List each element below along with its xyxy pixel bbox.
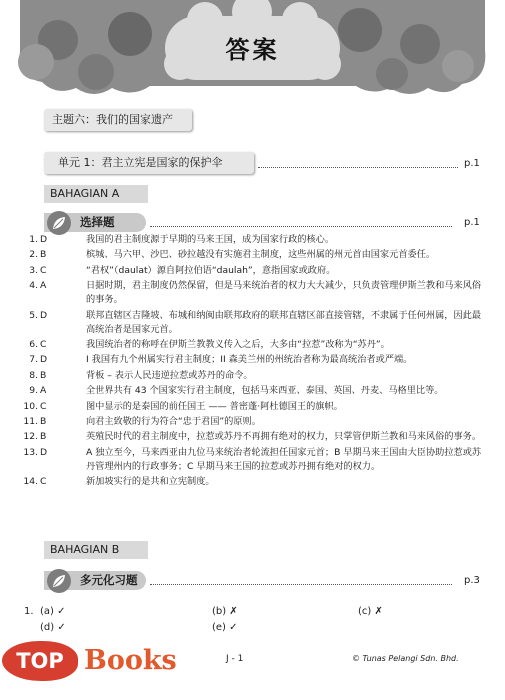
- section-b-label: BAHAGIAN B: [44, 541, 148, 559]
- publisher-credit: © Tunas Pelangi Sdn. Bhd.: [352, 654, 459, 663]
- answer-letter: B: [40, 249, 47, 261]
- page-number: J - 1: [226, 654, 244, 664]
- answer-item: [20, 415, 490, 429]
- topbooks-logo: [2, 637, 192, 683]
- answer-letter: C: [40, 338, 47, 350]
- answer-item: [20, 369, 490, 383]
- answer-item: [20, 400, 490, 414]
- section-a-subheading-row: [44, 213, 484, 233]
- unit-page-ref: p.1: [464, 158, 480, 169]
- mc-item-label: (c): [358, 606, 372, 617]
- answer-item: [20, 264, 490, 278]
- section-b-page-ref: p.3: [464, 575, 480, 586]
- answer-letter: B: [40, 415, 47, 427]
- answer-number: 5.: [29, 309, 38, 321]
- answer-letter: A: [40, 280, 47, 292]
- answer-item: [20, 309, 490, 337]
- mc-item-label: (e): [212, 622, 226, 633]
- answer-item: [20, 338, 490, 352]
- question-number: 1.: [24, 606, 34, 617]
- dotted-leader: [150, 226, 452, 227]
- answer-explanation: 图中显示的是泰国的前任国王 —— 普密蓬·阿杜德国王的旗帜。: [86, 400, 343, 412]
- logo-badge: TOP: [2, 641, 78, 681]
- answer-item: [20, 353, 490, 367]
- answer-item: [20, 233, 490, 247]
- answer-letter: B: [40, 369, 47, 381]
- answer-number: 4.: [29, 280, 38, 292]
- unit-heading: 单元 1：君主立宪是国家的保护伞: [44, 152, 254, 174]
- unit-heading-row: [44, 152, 484, 176]
- check-mark: ✓: [57, 606, 66, 617]
- answer-number: 12.: [23, 431, 38, 443]
- answer-number: 9.: [29, 385, 38, 397]
- answer-number: 7.: [29, 354, 38, 366]
- mc-item-e: [212, 622, 238, 633]
- answer-letter: D: [40, 354, 48, 366]
- answer-item: [20, 475, 490, 489]
- answer-explanation: 全世界共有 43 个国家实行君主制度，包括马来西亚、泰国、英国、丹麦、马格里比等。: [86, 385, 444, 397]
- section-b-subheading: 多元化习题: [44, 571, 146, 590]
- leaf-icon: [46, 568, 72, 594]
- answer-list: [20, 233, 490, 490]
- mc-item-a: [40, 606, 66, 617]
- answer-explanation: 联邦直辖区吉隆坡、布城和纳闽由联邦政府的联邦直辖区部直接管辖，不隶属于任何州属，因此最高统治者是国家元首。: [86, 309, 482, 335]
- mc-item-b: [212, 606, 238, 617]
- answer-item: [20, 446, 490, 474]
- answer-explanation: “君权”（daulat）源自阿拉伯语“daulah”，意指国家或政府。: [86, 264, 336, 276]
- answer-number: 2.: [29, 249, 38, 261]
- answer-explanation: 向君主致敬的行为符合“忠于君国”的原则。: [86, 415, 261, 427]
- answer-explanation: 日据时期，君主制度仍然保留，但是马来统治者的权力大大减少，只负责管理伊斯兰教和马来风俗的事务。: [86, 280, 482, 306]
- mc-item-label: (b): [212, 606, 227, 617]
- answer-item: [20, 248, 490, 262]
- answer-letter: C: [40, 476, 47, 488]
- answer-explanation: 我国统治者的称呼在伊斯兰教教义传入之后，大多由“拉惹”改称为“苏丹”。: [86, 338, 390, 350]
- answer-item: [20, 279, 490, 307]
- logo-word: Books: [84, 645, 177, 676]
- answer-letter: D: [40, 309, 48, 321]
- section-a-subheading: 选择题: [44, 213, 146, 232]
- mc-item-c: [358, 606, 383, 617]
- answer-letter: D: [40, 234, 48, 245]
- answer-number: 14.: [23, 476, 38, 488]
- answer-letter: B: [40, 431, 47, 443]
- section-b-subheading-row: [44, 571, 484, 591]
- answer-letter: C: [40, 264, 47, 276]
- answer-explanation: 英殖民时代的君主制度中，拉惹或苏丹不再拥有绝对的权力，只掌管伊斯兰教和马来风俗的事务。: [86, 431, 482, 443]
- dotted-leader: [150, 584, 452, 585]
- answer-explanation: I 我国有九个州属实行君主制度；II 森美兰州的州统治者称为最高统治者或严端。: [86, 354, 413, 366]
- section-a-page-ref: p.1: [464, 217, 480, 228]
- answer-number: 10.: [23, 400, 38, 412]
- answer-number: 3.: [29, 264, 38, 276]
- check-mark: ✓: [57, 622, 66, 633]
- theme-heading: 主题六：我们的国家遗产: [44, 109, 192, 131]
- page-title: 答案: [225, 36, 280, 64]
- check-mark: ✓: [229, 622, 238, 633]
- cross-mark: ✗: [229, 606, 238, 617]
- answer-explanation: 我国的君主制度源于早期的马来王国，成为国家行政的核心。: [86, 234, 335, 245]
- cross-mark: ✗: [374, 606, 383, 617]
- answer-number: 11.: [23, 415, 38, 427]
- answer-letter: D: [40, 446, 48, 458]
- mc-item-label: (a): [40, 606, 54, 617]
- section-a-label: BAHAGIAN A: [44, 185, 148, 203]
- answer-number: 13.: [23, 446, 38, 458]
- answer-explanation: 槟城、马六甲、沙巴、砂拉越没有实施君主制度，这些州属的州元首由国家元首委任。: [86, 249, 436, 261]
- answer-item: [20, 384, 490, 398]
- answer-number: 6.: [29, 338, 38, 350]
- mc-item-label: (d): [40, 622, 55, 633]
- answer-item: [20, 430, 490, 444]
- answer-letter: C: [40, 400, 47, 412]
- answer-number: 8.: [29, 369, 38, 381]
- answer-explanation: 背板 – 表示人民违逆拉惹或苏丹的命令。: [86, 369, 253, 381]
- answer-explanation: A 独立至今，马来西亚由九位马来统治者轮流担任国家元首；B 早期马来王国由大臣协助拉惹或苏丹管理州内的行政事务；C 早期马来王国的拉惹或苏丹拥有绝对的权力。: [86, 446, 482, 472]
- dotted-leader: [258, 167, 458, 168]
- answer-number: 1.: [29, 234, 38, 245]
- mc-item-d: [40, 622, 66, 633]
- answer-letter: A: [40, 385, 47, 397]
- answer-explanation: 新加坡实行的是共和立宪制度。: [86, 476, 215, 488]
